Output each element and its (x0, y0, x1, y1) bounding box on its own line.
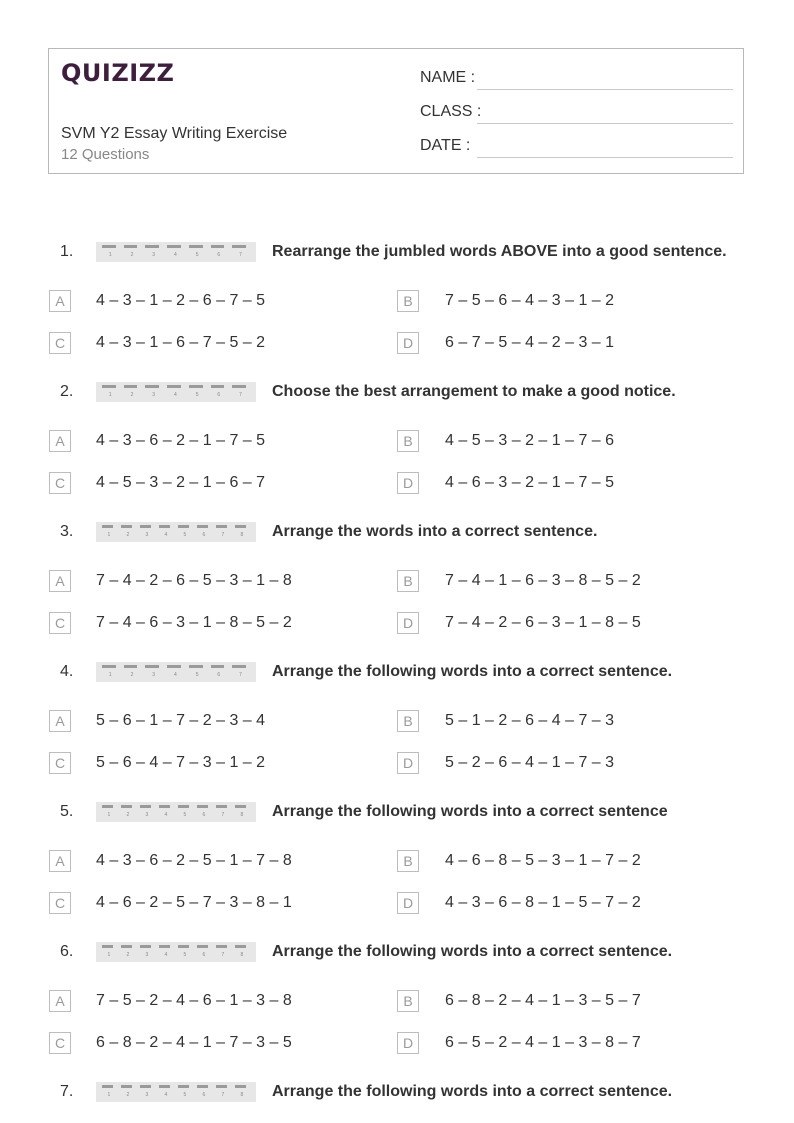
jumbled-word-number: 2 (126, 812, 130, 818)
name-line (477, 89, 733, 90)
jumbled-word-number: 6 (202, 532, 206, 538)
option-c-box[interactable]: C (49, 472, 71, 494)
jumbled-word-number: 2 (126, 532, 130, 538)
jumbled-word (189, 385, 203, 388)
jumbled-word (216, 945, 227, 948)
option-a-text: 7 – 4 – 2 – 6 – 5 – 3 – 1 – 8 (96, 572, 292, 589)
jumbled-word (235, 525, 246, 528)
jumbled-word (145, 665, 159, 668)
option-c-text: 6 – 8 – 2 – 4 – 1 – 7 – 3 – 5 (96, 1034, 292, 1051)
option-b-box[interactable]: B (397, 990, 419, 1012)
jumbled-word-number: 1 (107, 532, 111, 538)
jumbled-word (124, 665, 138, 668)
option-b-text: 5 – 1 – 2 – 6 – 4 – 7 – 3 (445, 712, 615, 729)
jumbled-word (178, 1085, 189, 1088)
jumbled-word (102, 245, 116, 248)
jumbled-word (102, 525, 113, 528)
jumbled-word (167, 665, 181, 668)
jumbled-word-number: 1 (107, 952, 111, 958)
option-b-text: 6 – 8 – 2 – 4 – 1 – 3 – 5 – 7 (445, 992, 641, 1009)
jumbled-word-number: 2 (130, 392, 134, 398)
jumbled-word-number: 3 (145, 532, 149, 538)
jumbled-word (121, 945, 132, 948)
jumbled-word (197, 945, 208, 948)
option-b-box[interactable]: B (397, 850, 419, 872)
jumbled-word (197, 1085, 208, 1088)
jumbled-word-number: 1 (107, 812, 111, 818)
jumbled-word-number: 7 (239, 672, 242, 678)
option-c-box[interactable]: C (49, 752, 71, 774)
jumbled-word (140, 1085, 151, 1088)
option-d-box[interactable]: D (397, 1032, 419, 1054)
jumbled-words-image (96, 802, 256, 822)
option-a-box[interactable]: A (49, 570, 71, 592)
jumbled-words-image (96, 382, 256, 402)
jumbled-word (189, 245, 203, 248)
jumbled-word-number: 1 (108, 252, 112, 258)
option-d-box[interactable]: D (397, 332, 419, 354)
option-a-text: 4 – 3 – 6 – 2 – 1 – 7 – 5 (96, 432, 266, 449)
option-a-box[interactable]: A (49, 710, 71, 732)
jumbled-word (216, 525, 227, 528)
jumbled-word-number: 5 (183, 532, 187, 538)
jumbled-words-image (96, 242, 256, 262)
option-c-text: 5 – 6 – 4 – 7 – 3 – 1 – 2 (96, 754, 266, 771)
jumbled-word-number: 4 (174, 672, 177, 678)
date-label: DATE : (420, 137, 471, 154)
jumbled-word-number: 7 (221, 532, 225, 538)
jumbled-word-number: 3 (152, 392, 156, 398)
option-a-box[interactable]: A (49, 990, 71, 1012)
jumbled-word-number: 7 (239, 392, 242, 398)
option-c-text: 4 – 3 – 1 – 6 – 7 – 5 – 2 (96, 334, 266, 351)
jumbled-word (189, 665, 203, 668)
option-b-box[interactable]: B (397, 570, 419, 592)
question-prompt: Rearrange the jumbled words ABOVE into a good sentence. (272, 243, 727, 260)
jumbled-word (235, 1085, 246, 1088)
jumbled-word (159, 945, 170, 948)
jumbled-words-image (96, 942, 256, 962)
jumbled-word-number: 6 (202, 1092, 206, 1098)
jumbled-word (235, 805, 246, 808)
question-prompt: Arrange the words into a correct sentence. (272, 523, 598, 540)
jumbled-word (211, 385, 225, 388)
question-number: 4. (60, 663, 74, 680)
option-d-box[interactable]: D (397, 612, 419, 634)
jumbled-word (197, 525, 208, 528)
jumbled-word-number: 3 (145, 1092, 149, 1098)
jumbled-word (232, 245, 246, 248)
jumbled-words-image (96, 522, 256, 542)
option-a-text: 7 – 5 – 2 – 4 – 6 – 1 – 3 – 8 (96, 992, 292, 1009)
jumbled-word (124, 385, 138, 388)
jumbled-word-number: 3 (152, 252, 156, 258)
jumbled-word-number: 5 (183, 952, 187, 958)
date-line (477, 157, 733, 158)
jumbled-word-number: 6 (202, 812, 206, 818)
quizizz-logo: QUIZIZZ (61, 59, 175, 87)
jumbled-word-number: 5 (195, 252, 199, 258)
jumbled-word-number: 3 (145, 952, 149, 958)
jumbled-word-number: 4 (174, 252, 177, 258)
option-c-text: 4 – 6 – 2 – 5 – 7 – 3 – 8 – 1 (96, 894, 292, 911)
jumbled-word (211, 245, 225, 248)
jumbled-word-number: 6 (217, 252, 221, 258)
jumbled-word-number: 1 (108, 672, 112, 678)
jumbled-words-image (96, 1082, 256, 1102)
class-label: CLASS : (420, 103, 482, 120)
jumbled-word-number: 2 (130, 672, 134, 678)
jumbled-word (178, 525, 189, 528)
jumbled-word (102, 945, 113, 948)
jumbled-word (140, 805, 151, 808)
jumbled-word (216, 805, 227, 808)
option-d-box[interactable]: D (397, 892, 419, 914)
jumbled-word (124, 245, 138, 248)
jumbled-word (178, 805, 189, 808)
option-a-box[interactable]: A (49, 850, 71, 872)
question-number: 2. (60, 383, 74, 400)
jumbled-word-number: 1 (108, 392, 112, 398)
option-d-text: 6 – 7 – 5 – 4 – 2 – 3 – 1 (445, 334, 615, 351)
question-prompt: Arrange the following words into a correct sentence. (272, 1083, 673, 1100)
jumbled-word (216, 1085, 227, 1088)
jumbled-word (235, 945, 246, 948)
question-count: 12 Questions (61, 146, 150, 163)
option-d-box[interactable]: D (397, 472, 419, 494)
option-d-text: 6 – 5 – 2 – 4 – 1 – 3 – 8 – 7 (445, 1034, 641, 1051)
jumbled-word (145, 385, 159, 388)
jumbled-word-number: 8 (240, 812, 244, 818)
jumbled-word-number: 6 (202, 952, 206, 958)
option-b-text: 4 – 6 – 8 – 5 – 3 – 1 – 7 – 2 (445, 852, 641, 869)
jumbled-word (121, 805, 132, 808)
jumbled-word-number: 6 (217, 392, 221, 398)
question-prompt: Choose the best arrangement to make a good notice. (272, 383, 676, 400)
option-a-box[interactable]: A (49, 430, 71, 452)
jumbled-word-number: 3 (152, 672, 156, 678)
option-b-text: 7 – 5 – 6 – 4 – 3 – 1 – 2 (445, 292, 615, 309)
option-b-text: 7 – 4 – 1 – 6 – 3 – 8 – 5 – 2 (445, 572, 641, 589)
jumbled-word-number: 2 (126, 952, 130, 958)
class-line (477, 123, 733, 124)
jumbled-word (232, 385, 246, 388)
jumbled-word (167, 385, 181, 388)
worksheet-title: SVM Y2 Essay Writing Exercise (61, 125, 288, 142)
option-a-box[interactable]: A (49, 290, 71, 312)
jumbled-word-number: 2 (130, 252, 134, 258)
option-a-text: 5 – 6 – 1 – 7 – 2 – 3 – 4 (96, 712, 266, 729)
question-number: 1. (60, 243, 74, 260)
jumbled-word-number: 5 (195, 672, 199, 678)
jumbled-word-number: 5 (183, 1092, 187, 1098)
option-d-text: 4 – 6 – 3 – 2 – 1 – 7 – 5 (445, 474, 615, 491)
option-c-text: 7 – 4 – 6 – 3 – 1 – 8 – 5 – 2 (96, 614, 292, 631)
option-c-box[interactable]: C (49, 332, 71, 354)
question-number: 7. (60, 1083, 74, 1100)
jumbled-word (140, 525, 151, 528)
jumbled-word-number: 4 (174, 392, 177, 398)
option-a-text: 4 – 3 – 1 – 2 – 6 – 7 – 5 (96, 292, 266, 309)
worksheet-header (48, 48, 744, 174)
jumbled-word-number: 8 (240, 952, 244, 958)
jumbled-word-number: 4 (164, 812, 168, 818)
jumbled-word (178, 945, 189, 948)
jumbled-word-number: 8 (240, 532, 244, 538)
option-d-text: 4 – 3 – 6 – 8 – 1 – 5 – 7 – 2 (445, 894, 641, 911)
jumbled-word-number: 4 (164, 952, 168, 958)
jumbled-word-number: 2 (126, 1092, 130, 1098)
jumbled-word (140, 945, 151, 948)
jumbled-word (145, 245, 159, 248)
jumbled-word-number: 4 (164, 532, 168, 538)
jumbled-word (159, 525, 170, 528)
option-a-text: 4 – 3 – 6 – 2 – 5 – 1 – 7 – 8 (96, 852, 292, 869)
option-d-text: 5 – 2 – 6 – 4 – 1 – 7 – 3 (445, 754, 615, 771)
jumbled-word (102, 385, 116, 388)
jumbled-word-number: 4 (164, 1092, 168, 1098)
question-prompt: Arrange the following words into a correct sentence. (272, 663, 673, 680)
option-c-box[interactable]: C (49, 612, 71, 634)
question-number: 3. (60, 523, 74, 540)
jumbled-word-number: 7 (221, 1092, 225, 1098)
jumbled-word (232, 665, 246, 668)
jumbled-word (159, 1085, 170, 1088)
jumbled-word-number: 7 (221, 812, 225, 818)
jumbled-word-number: 5 (183, 812, 187, 818)
option-d-text: 7 – 4 – 2 – 6 – 3 – 1 – 8 – 5 (445, 614, 641, 631)
question-prompt: Arrange the following words into a correct sentence (272, 803, 668, 820)
option-b-box[interactable]: B (397, 710, 419, 732)
option-d-box[interactable]: D (397, 752, 419, 774)
jumbled-word-number: 6 (217, 672, 221, 678)
jumbled-word (159, 805, 170, 808)
jumbled-word (102, 805, 113, 808)
jumbled-word-number: 1 (107, 1092, 111, 1098)
jumbled-word-number: 7 (221, 952, 225, 958)
option-c-box[interactable]: C (49, 892, 71, 914)
option-c-box[interactable]: C (49, 1032, 71, 1054)
jumbled-word (102, 1085, 113, 1088)
option-c-text: 4 – 5 – 3 – 2 – 1 – 6 – 7 (96, 474, 266, 491)
jumbled-word (211, 665, 225, 668)
jumbled-word (197, 805, 208, 808)
name-label: NAME : (420, 69, 476, 86)
question-number: 6. (60, 943, 74, 960)
jumbled-word (121, 1085, 132, 1088)
option-b-box[interactable]: B (397, 290, 419, 312)
jumbled-words-image (96, 662, 256, 682)
question-prompt: Arrange the following words into a correct sentence. (272, 943, 673, 960)
question-number: 5. (60, 803, 74, 820)
option-b-box[interactable]: B (397, 430, 419, 452)
jumbled-word-number: 3 (145, 812, 149, 818)
jumbled-word-number: 8 (240, 1092, 244, 1098)
jumbled-word (167, 245, 181, 248)
jumbled-word (102, 665, 116, 668)
jumbled-word-number: 5 (195, 392, 199, 398)
jumbled-word-number: 7 (239, 252, 242, 258)
option-b-text: 4 – 5 – 3 – 2 – 1 – 7 – 6 (445, 432, 615, 449)
jumbled-word (121, 525, 132, 528)
